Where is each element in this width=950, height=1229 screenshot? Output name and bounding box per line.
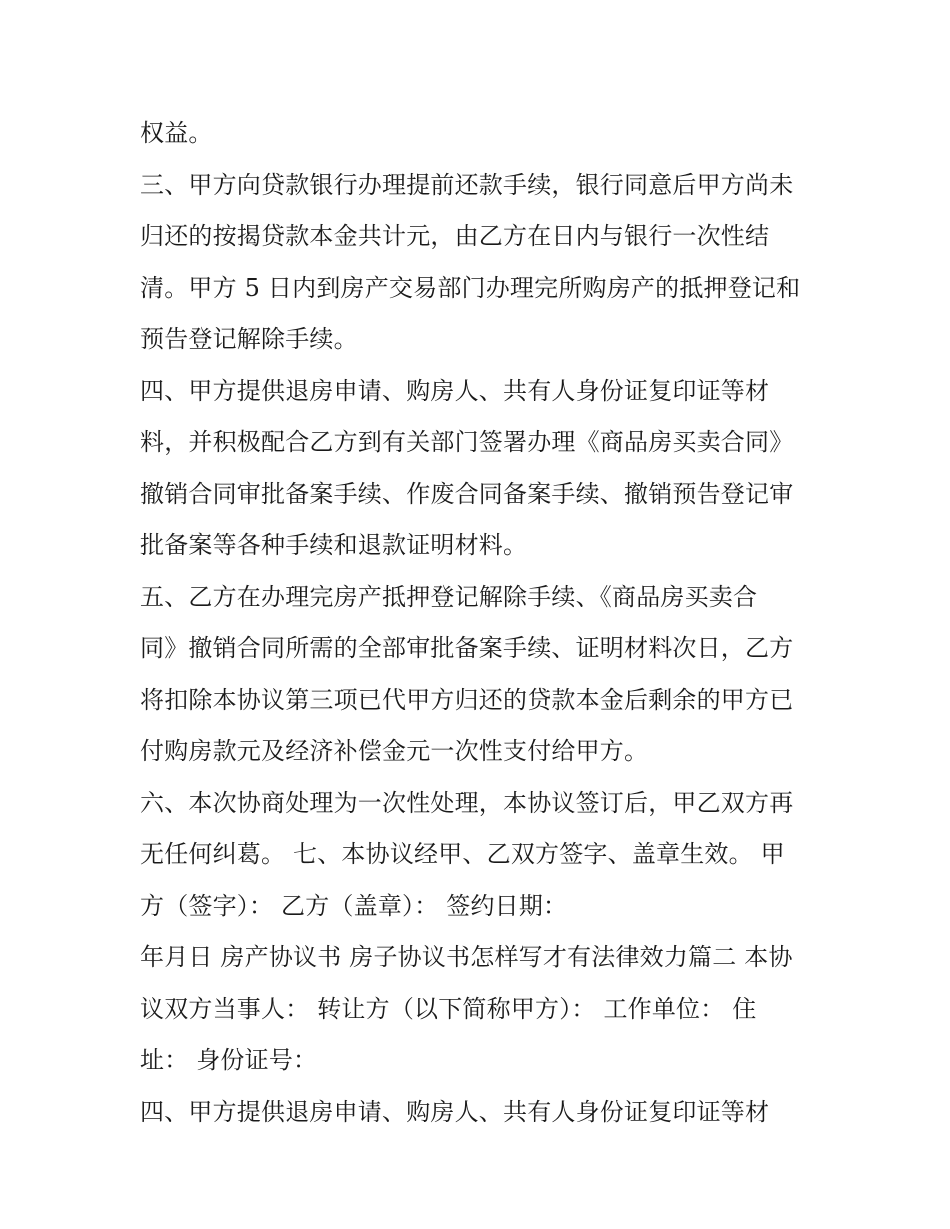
text-line: 批备案等各种手续和退款证明材料。 [140, 531, 528, 559]
text-line: 预告登记解除手续。 [140, 325, 358, 353]
text-line: 六、本次协商处理为一次性处理，本协议签订后，甲乙双方再 [140, 788, 794, 817]
text-line: 年月日 房产协议书 房子协议书怎样写才有法律效力篇二 本协 [140, 943, 793, 971]
text-line: 方（签字）： 乙方（盖章）： 签约日期： [140, 891, 568, 920]
text-line: 撤销合同审批备案手续、作废合同备案手续、撤销预告登记审 [140, 479, 794, 508]
text-line: 五、乙方在办理完房产抵押登记解除手续、《商品房买卖合 [140, 582, 758, 611]
document-page [140, 108, 820, 1138]
text-line: 清。甲方 5 日内到房产交易部门办理完所购房产的抵押登记和 [140, 273, 801, 302]
text-line: 归还的按揭贷款本金共计元，由乙方在日内与银行一次性结 [140, 222, 770, 250]
text-line: 四、甲方提供退房申请、购房人、共有人身份证复印证等材 [140, 376, 770, 405]
text-line: 无任何纠葛。 七、本协议经甲、乙双方签字、盖章生效。 甲 [140, 840, 785, 868]
text-line: 同》撤销合同所需的全部审批备案手续、证明材料次日，乙方 [140, 634, 794, 662]
text-line: 三、甲方向贷款银行办理提前还款手续，银行同意后甲方尚未 [140, 170, 794, 199]
text-line: 议双方当事人： 转让方（以下简称甲方）： 工作单位： 住 [140, 994, 757, 1023]
text-line: 将扣除本协议第三项已代甲方归还的贷款本金后剩余的甲方已 [140, 685, 794, 714]
text-line: 付购房款元及经济补偿金元一次性支付给甲方。 [140, 737, 649, 765]
text-line: 权益。 [140, 119, 213, 147]
text-line: 四、甲方提供退房申请、购房人、共有人身份证复印证等材 [140, 1097, 770, 1126]
text-line: 址： 身份证号： [140, 1046, 318, 1074]
text-line: 料，并积极配合乙方到有关部门签署办理《商品房买卖合同》 [140, 428, 794, 456]
